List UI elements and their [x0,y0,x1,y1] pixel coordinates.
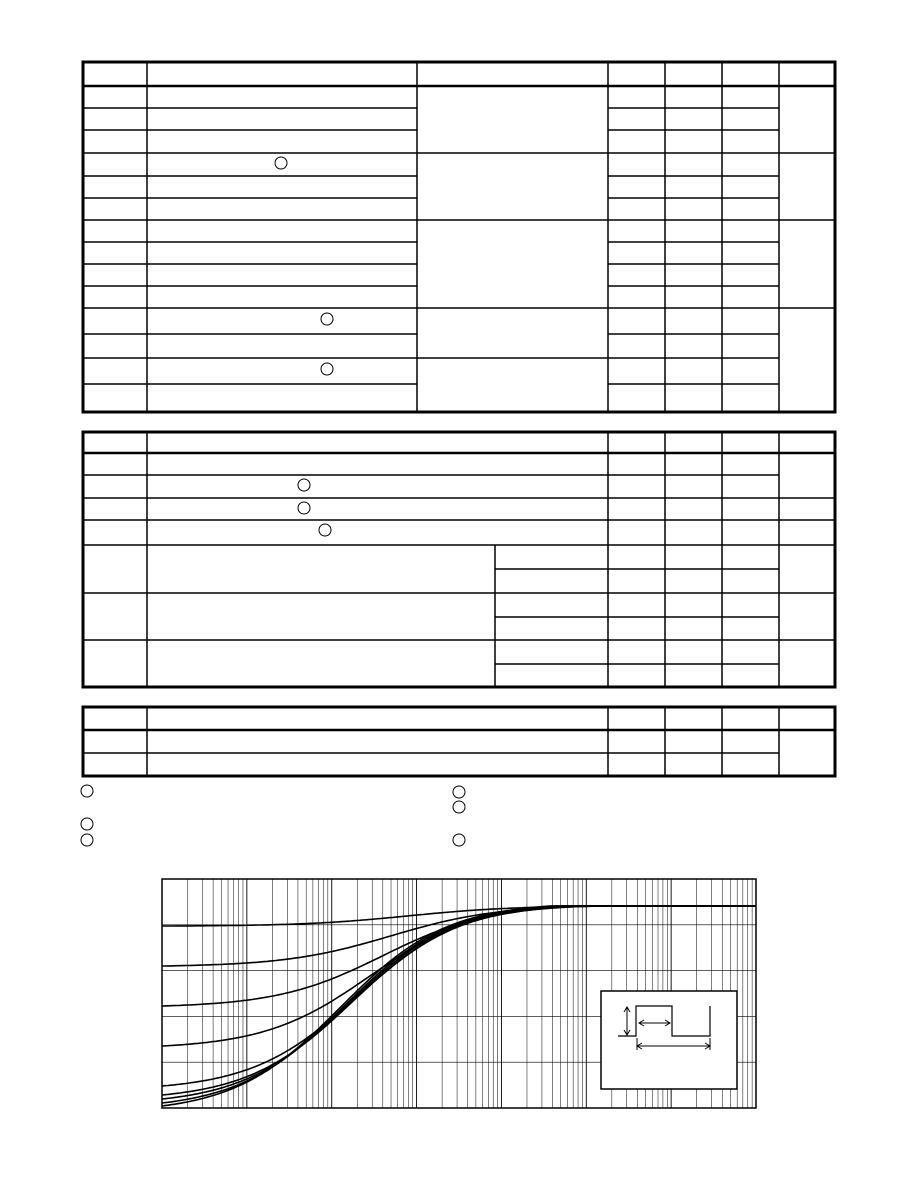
note-marker [81,834,93,846]
note-marker [453,786,465,798]
chart-curve [162,906,756,966]
table-1 [83,62,835,412]
note-marker [81,818,93,830]
note-marker [453,834,465,846]
note-marker [321,313,333,325]
thermal-chart [162,879,756,1108]
note-marker [298,502,310,514]
table-2 [83,432,835,687]
notes [81,785,465,846]
pulse-inset [601,991,737,1089]
note-marker [81,785,93,797]
note-marker [321,363,333,375]
note-marker [319,524,331,536]
note-marker [275,157,287,169]
table-3 [83,707,835,776]
note-marker [298,479,310,491]
note-marker [453,801,465,813]
